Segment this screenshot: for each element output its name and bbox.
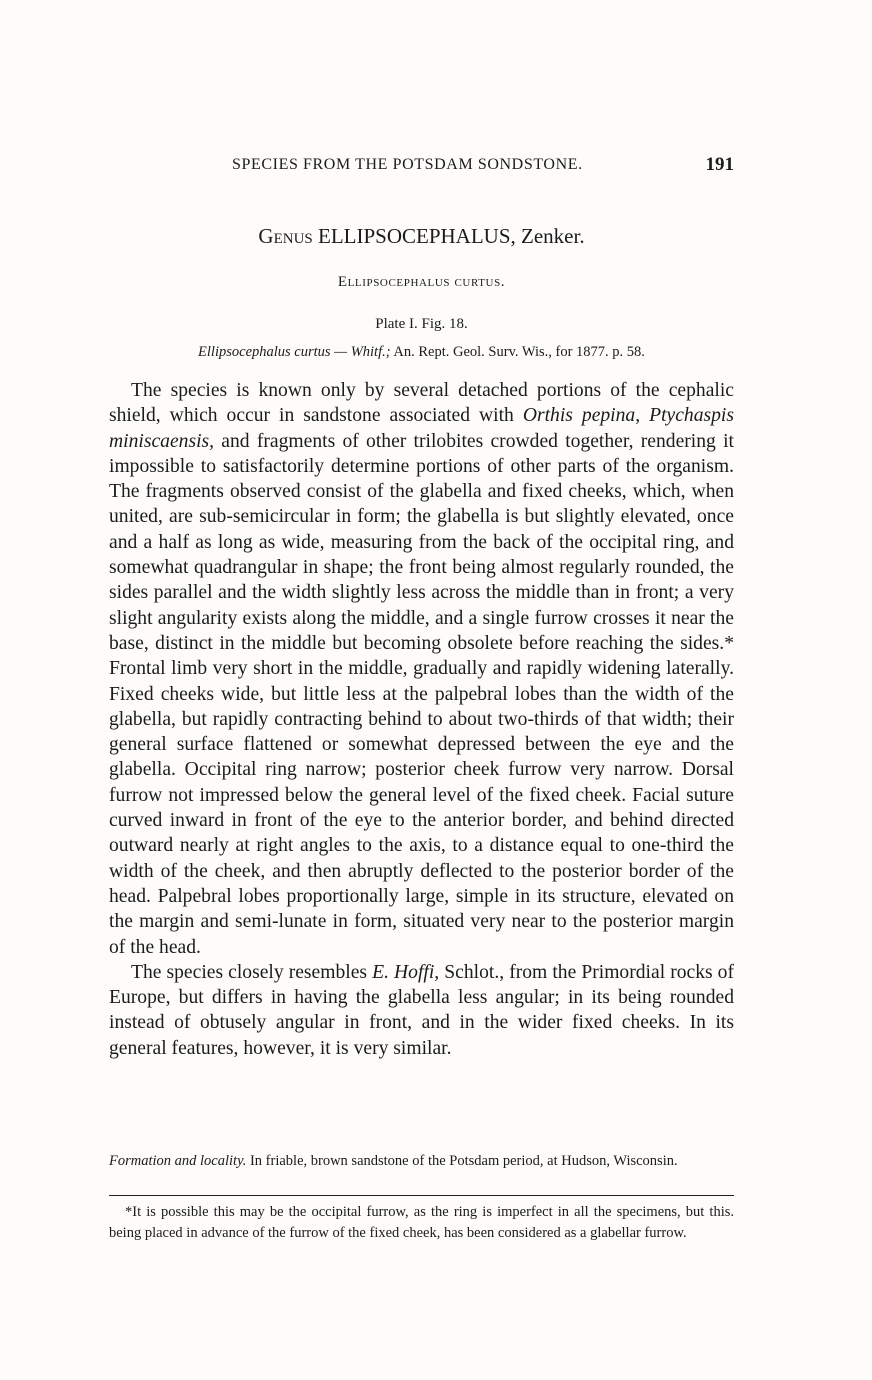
running-head [109,156,734,182]
paragraph-1-text-b [640,405,649,426]
running-head-title: SPECIES FROM THE POTSDAM SONDSTONE. [232,156,583,173]
paragraph-1-text-c: and fragments of other trilobites crowded together, rendering it impossible to satisfactorily determine portions of other parts of the organism. The fragments observed consist of the glabella and fixed cheeks, which, when united, are sub-semicircular in form; the glabella is but slightly elevated, once and a half as long as wide, measuring from the back of the occipital ring, and somewhat quadrangular in shape; the front being almost regularly rounded, the sides parallel and the width slightly less across the middle than in front; a very slight angularity exists along the middle, and a single furrow crosses it near the base, distinct in the middle but becoming obsolete before reaching the sides.* Frontal limb very short in the middle, gradually and rapidly widening laterally. Fixed cheeks wide, but little less at the palpebral lobes than the width of the glabella, but rapidly contracting behind to about two-thirds of that width; their general surface flattened or somewhat depressed between the eye and the glabella. Occipital ring narrow; posterior cheek furrow very narrow. Dorsal furrow not impressed below the general level of the fixed cheek. Facial suture curved inward in front of the eye to the anterior border, and behind directed outward nearly at right angles to the axis, to a distance equal to one-third the width of the cheek, and then abruptly deflected to the posterior border of the head. Palpebral lobes proportionally large, simple in its structure, elevated on the margin and semi-lunate in form, situated very near to the posterior margin of the head. [109,430,734,958]
taxon-ptychaspis: Ptychaspis miniscaensis, [109,405,734,452]
genus-name: ELLIPSOCEPHALUS, Zenker. [318,224,585,248]
footnote: *It is possible this may be the occipital furrow, as the ring is imperfect in all the specimens, but this. being placed in advance of the furrow of the fixed cheek, has been considered as a glabellar furrow. [109,1204,734,1241]
paragraph-2-text-b: Schlot., from the Primordial rocks of Europe, but differs in having the glabella less angular; in its being rounded instead of obtusely angular in front, and in the wider fixed cheeks. In its general features, however, it is very similar. [109,961,735,1059]
description-body [109,378,734,1061]
taxon-orthis: Orthis pepina, [522,405,641,427]
paragraph-1 [109,378,734,960]
genus-prefix: Genus [258,224,313,248]
paragraph-2 [109,960,734,1061]
footnote-rule [109,1195,734,1196]
species-heading: Ellipsocephalus curtus. [337,274,506,290]
synonymy-italic: Ellipsocephalus curtus — Whitf.; [198,344,391,360]
page-number: 191 [705,154,734,175]
synonymy-line [109,344,734,361]
formation-label: Formation and locality. [109,1153,247,1169]
paragraph-2-text-a: The species closely resembles [131,961,373,983]
paragraph-1-text-a: The species is known only by several detached portions of the cephalic shield, which occur in sandstone associated with [109,380,734,427]
taxon-hoffi: E. Hoffi, [372,961,440,983]
formation-locality [109,1151,734,1172]
formation-text: In friable, brown sandstone of the Potsdam period, at Hudson, Wisconsin. [246,1153,678,1169]
genus-heading [109,224,734,249]
synonymy-citation: An. Rept. Geol. Surv. Wis., for 1877. p. 58. [393,344,645,360]
plate-reference: Plate I. Fig. 18. [375,316,468,332]
